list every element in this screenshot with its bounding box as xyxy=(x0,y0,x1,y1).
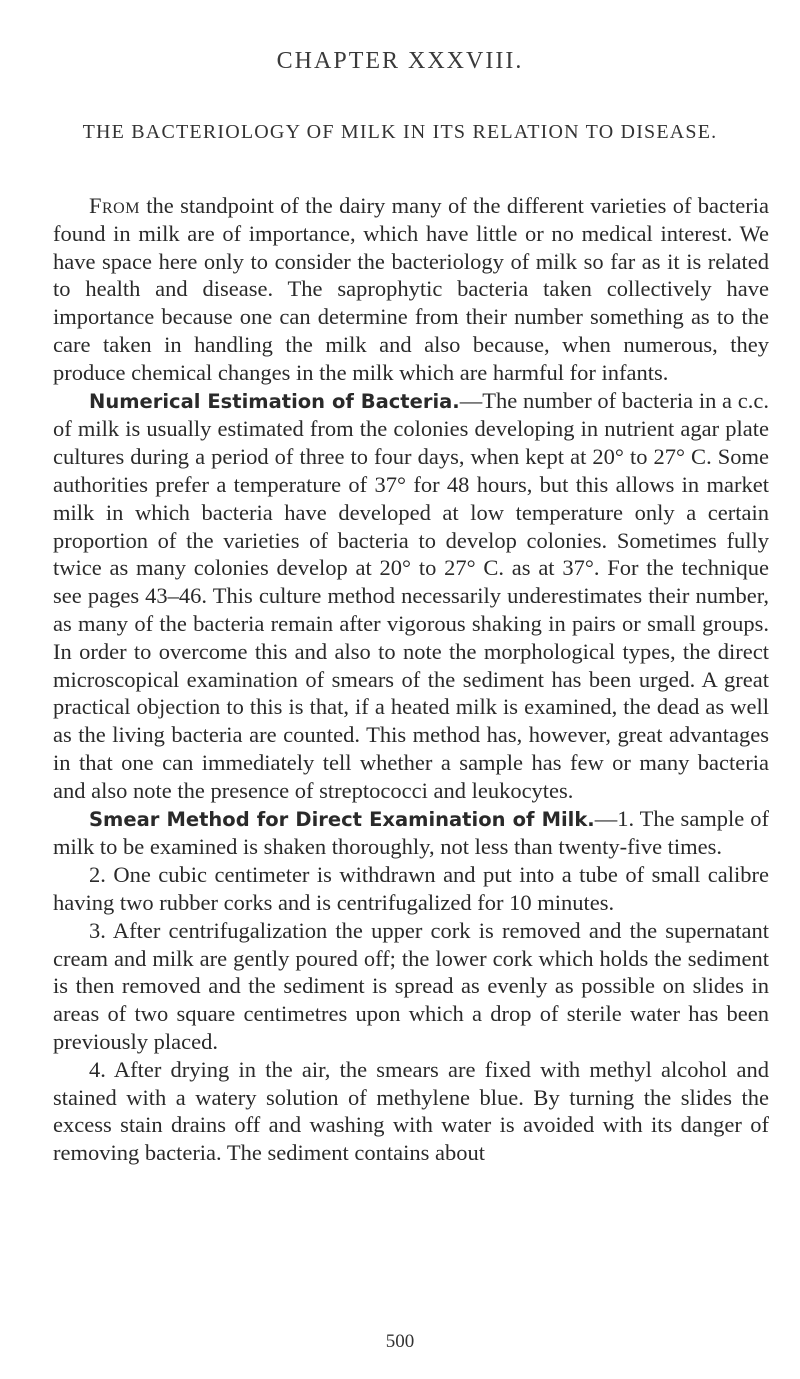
section-heading: Smear Method for Direct Examination of Milk. xyxy=(89,807,595,831)
section-heading: Numerical Estimation of Bacteria. xyxy=(89,389,460,413)
intro-paragraph xyxy=(53,192,769,387)
step-paragraph: 4. After drying in the air, the smears are fixed with methyl alcohol and stained with a watery solution of methylene blue. By turning the slides the excess stain drains off and washing with water is avoided with its danger of removing bacteria. The sediment contains about xyxy=(53,1056,769,1166)
body-text xyxy=(53,192,769,1167)
chapter-title: THE BACTERIOLOGY OF MILK IN ITS RELATION TO DISEASE. xyxy=(82,121,718,143)
intro-text: the standpoint of the dairy many of the different varieties of bacteria found in milk are of importance, which have little or no medical interest. We have space here only to consider the bacteriology of milk so far as it is related to health and disease. The saprophytic bacteria taken collectively have importance because one can determine from their number something as to the care taken in handling the milk and also because, when numerous, they produce chemical changes in the milk which are harmful for infants. xyxy=(53,193,769,385)
section-text: —The number of bacteria in a c.c. of milk is usually estimated from the colonies developing in nutrient agar plate cultures during a period of three to four days, when kept at 20° to 27° C. Some authorities prefer a temperature of 37° for 48 hours, but this allows in market milk in which bacteria have developed at low temperature only a certain proportion of the varieties of bacteria to develop colonies. Sometimes fully twice as many colonies develop at 20° to 27° C. as at 37°. For the technique see pages 43–46. This culture method necessarily underestimates their number, as many of the bacteria remain after vigorous shaking in pairs or small groups. In order to overcome this and also to note the morphological types, the direct microscopical examination of smears of the sediment has been urged. A great practical objection to this is that, if a heated milk is examined, the dead as well as the living bacteria are counted. This method has, however, great advantages in that one can immediately tell whether a sample has few or many bacteria and also note the presence of streptococci and leukocytes. xyxy=(53,387,770,803)
step-paragraph: 2. One cubic centimeter is withdrawn and put into a tube of small calibre having two rubber corks and is centrifugalized for 10 minutes. xyxy=(53,862,769,915)
step-paragraph: 3. After centrifugalization the upper cork is removed and the supernatant cream and milk are gently poured off; the lower cork which holds the sediment is then removed and the sediment is spread as evenly as possible on slides in areas of two square centimetres upon which a drop of sterile water has been previously placed. xyxy=(53,917,769,1054)
smear-method-paragraph xyxy=(53,805,769,862)
lead-word: From xyxy=(89,193,140,218)
section-text: —1. The sample of milk to be examined is shaken thoroughly, not less than twenty-five times. xyxy=(53,805,769,860)
chapter-heading: CHAPTER XXXVIII. xyxy=(276,48,524,74)
page-number: 500 xyxy=(385,1331,415,1352)
numerical-estimation-paragraph xyxy=(53,387,769,805)
